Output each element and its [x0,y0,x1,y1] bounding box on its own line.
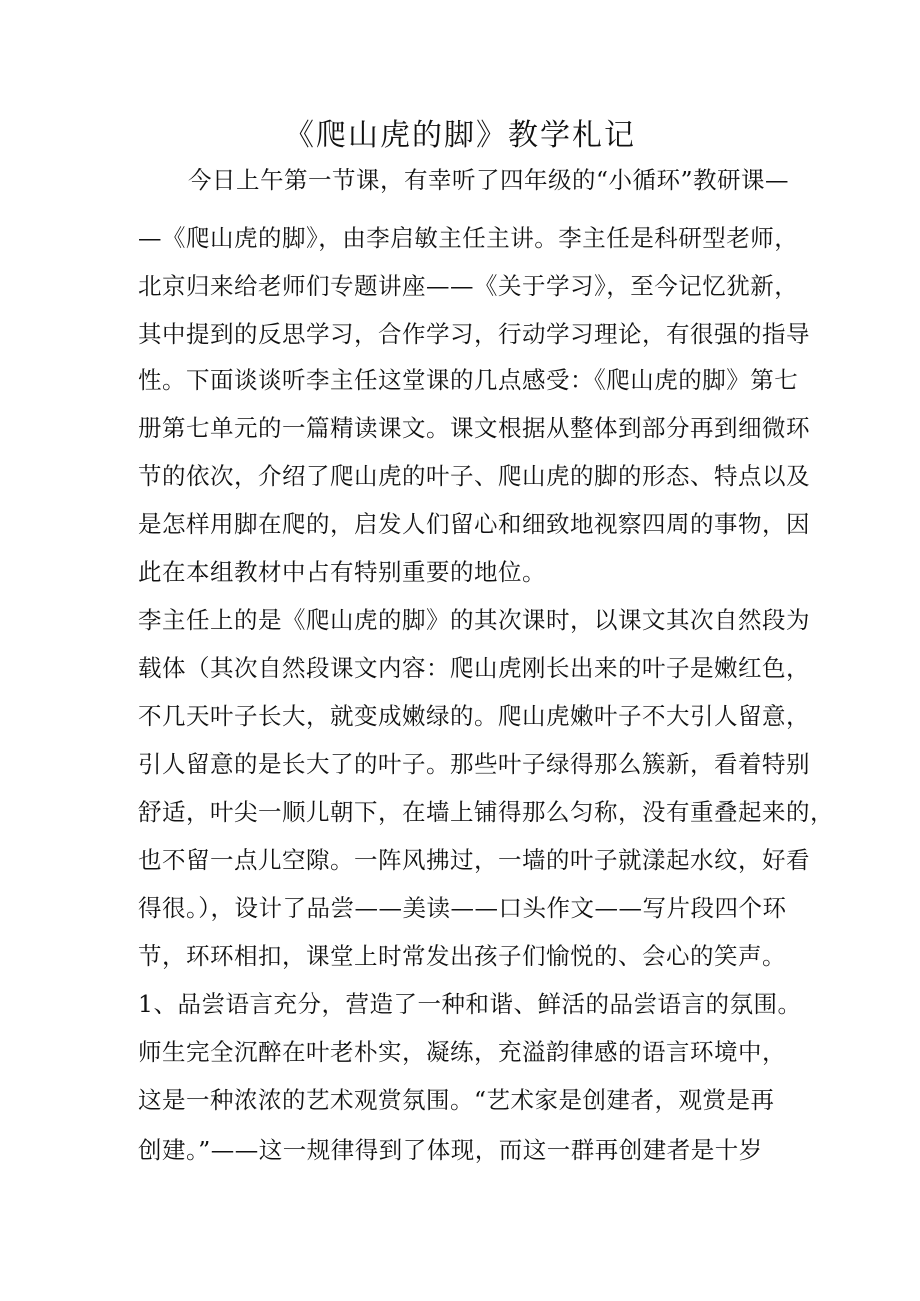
paragraph-line: 今日上午第一节课，有幸听了四年级的“小循环”教研课— [188,166,790,194]
paragraph-line: 其中提到的反思学习，合作学习，行动学习理论，有很强的指导 [138,320,810,348]
document-title: 《爬山虎的脚》教学札记 [284,118,636,153]
paragraph-line: 载体（其次自然段课文内容：爬山虎刚长出来的叶子是嫩红色， [138,654,810,682]
paragraph-line: 李主任上的是《爬山虎的脚》的其次课时，以课文其次自然段为 [138,606,810,634]
paragraph-line: —《爬山虎的脚》，由李启敏主任主讲。李主任是科研型老师， [138,224,799,252]
paragraph-line: 节的依次，介绍了爬山虎的叶子、爬山虎的脚的形态、特点以及 [138,462,810,490]
paragraph-line: 得很。），设计了品尝——美读——口头作文——写片段四个环 [138,894,787,922]
paragraph-line: 这是一种浓浓的艺术观赏氛围。“艺术家是创建者，观赏是再 [138,1086,775,1114]
paragraph-line: 师生完全沉醉在叶老朴实，凝练，充溢韵律感的语言环境中， [138,1038,786,1066]
paragraph-line: 舒适，叶尖一顺儿朝下，在墙上铺得那么匀称，没有重叠起来的， [138,798,834,826]
paragraph-line: 不几天叶子长大，就变成嫩绿的。爬山虎嫩叶子不大引人留意， [138,702,810,730]
paragraph-line: 也不留一点儿空隙。一阵风拂过，一墙的叶子就漾起水纹，好看 [138,846,810,874]
paragraph-line: 此在本组教材中占有特别重要的地位。 [138,558,546,586]
paragraph-line: 创建。”——这一规律得到了体现，而这一群再创建者是十岁 [138,1136,763,1164]
paragraph-line: 是怎样用脚在爬的，启发人们留心和细致地视察四周的事物，因 [138,510,810,538]
paragraph-line: 性。下面谈谈听李主任这堂课的几点感受：《爬山虎的脚》第七 [138,366,799,394]
paragraph-line: 节，环环相扣，课堂上时常发出孩子们愉悦的、会心的笑声。 [138,942,786,970]
paragraph-line: 引人留意的是长大了的叶子。那些叶子绿得那么簇新，看着特别 [138,750,810,778]
paragraph-line: 1、品尝语言充分，营造了一种和谐、鲜活的品尝语言的氛围。 [138,990,802,1018]
paragraph-line: 册第七单元的一篇精读课文。课文根据从整体到部分再到细微环 [138,414,810,442]
paragraph-line: 北京归来给老师们专题讲座——《关于学习》，至今记忆犹新， [138,272,799,300]
